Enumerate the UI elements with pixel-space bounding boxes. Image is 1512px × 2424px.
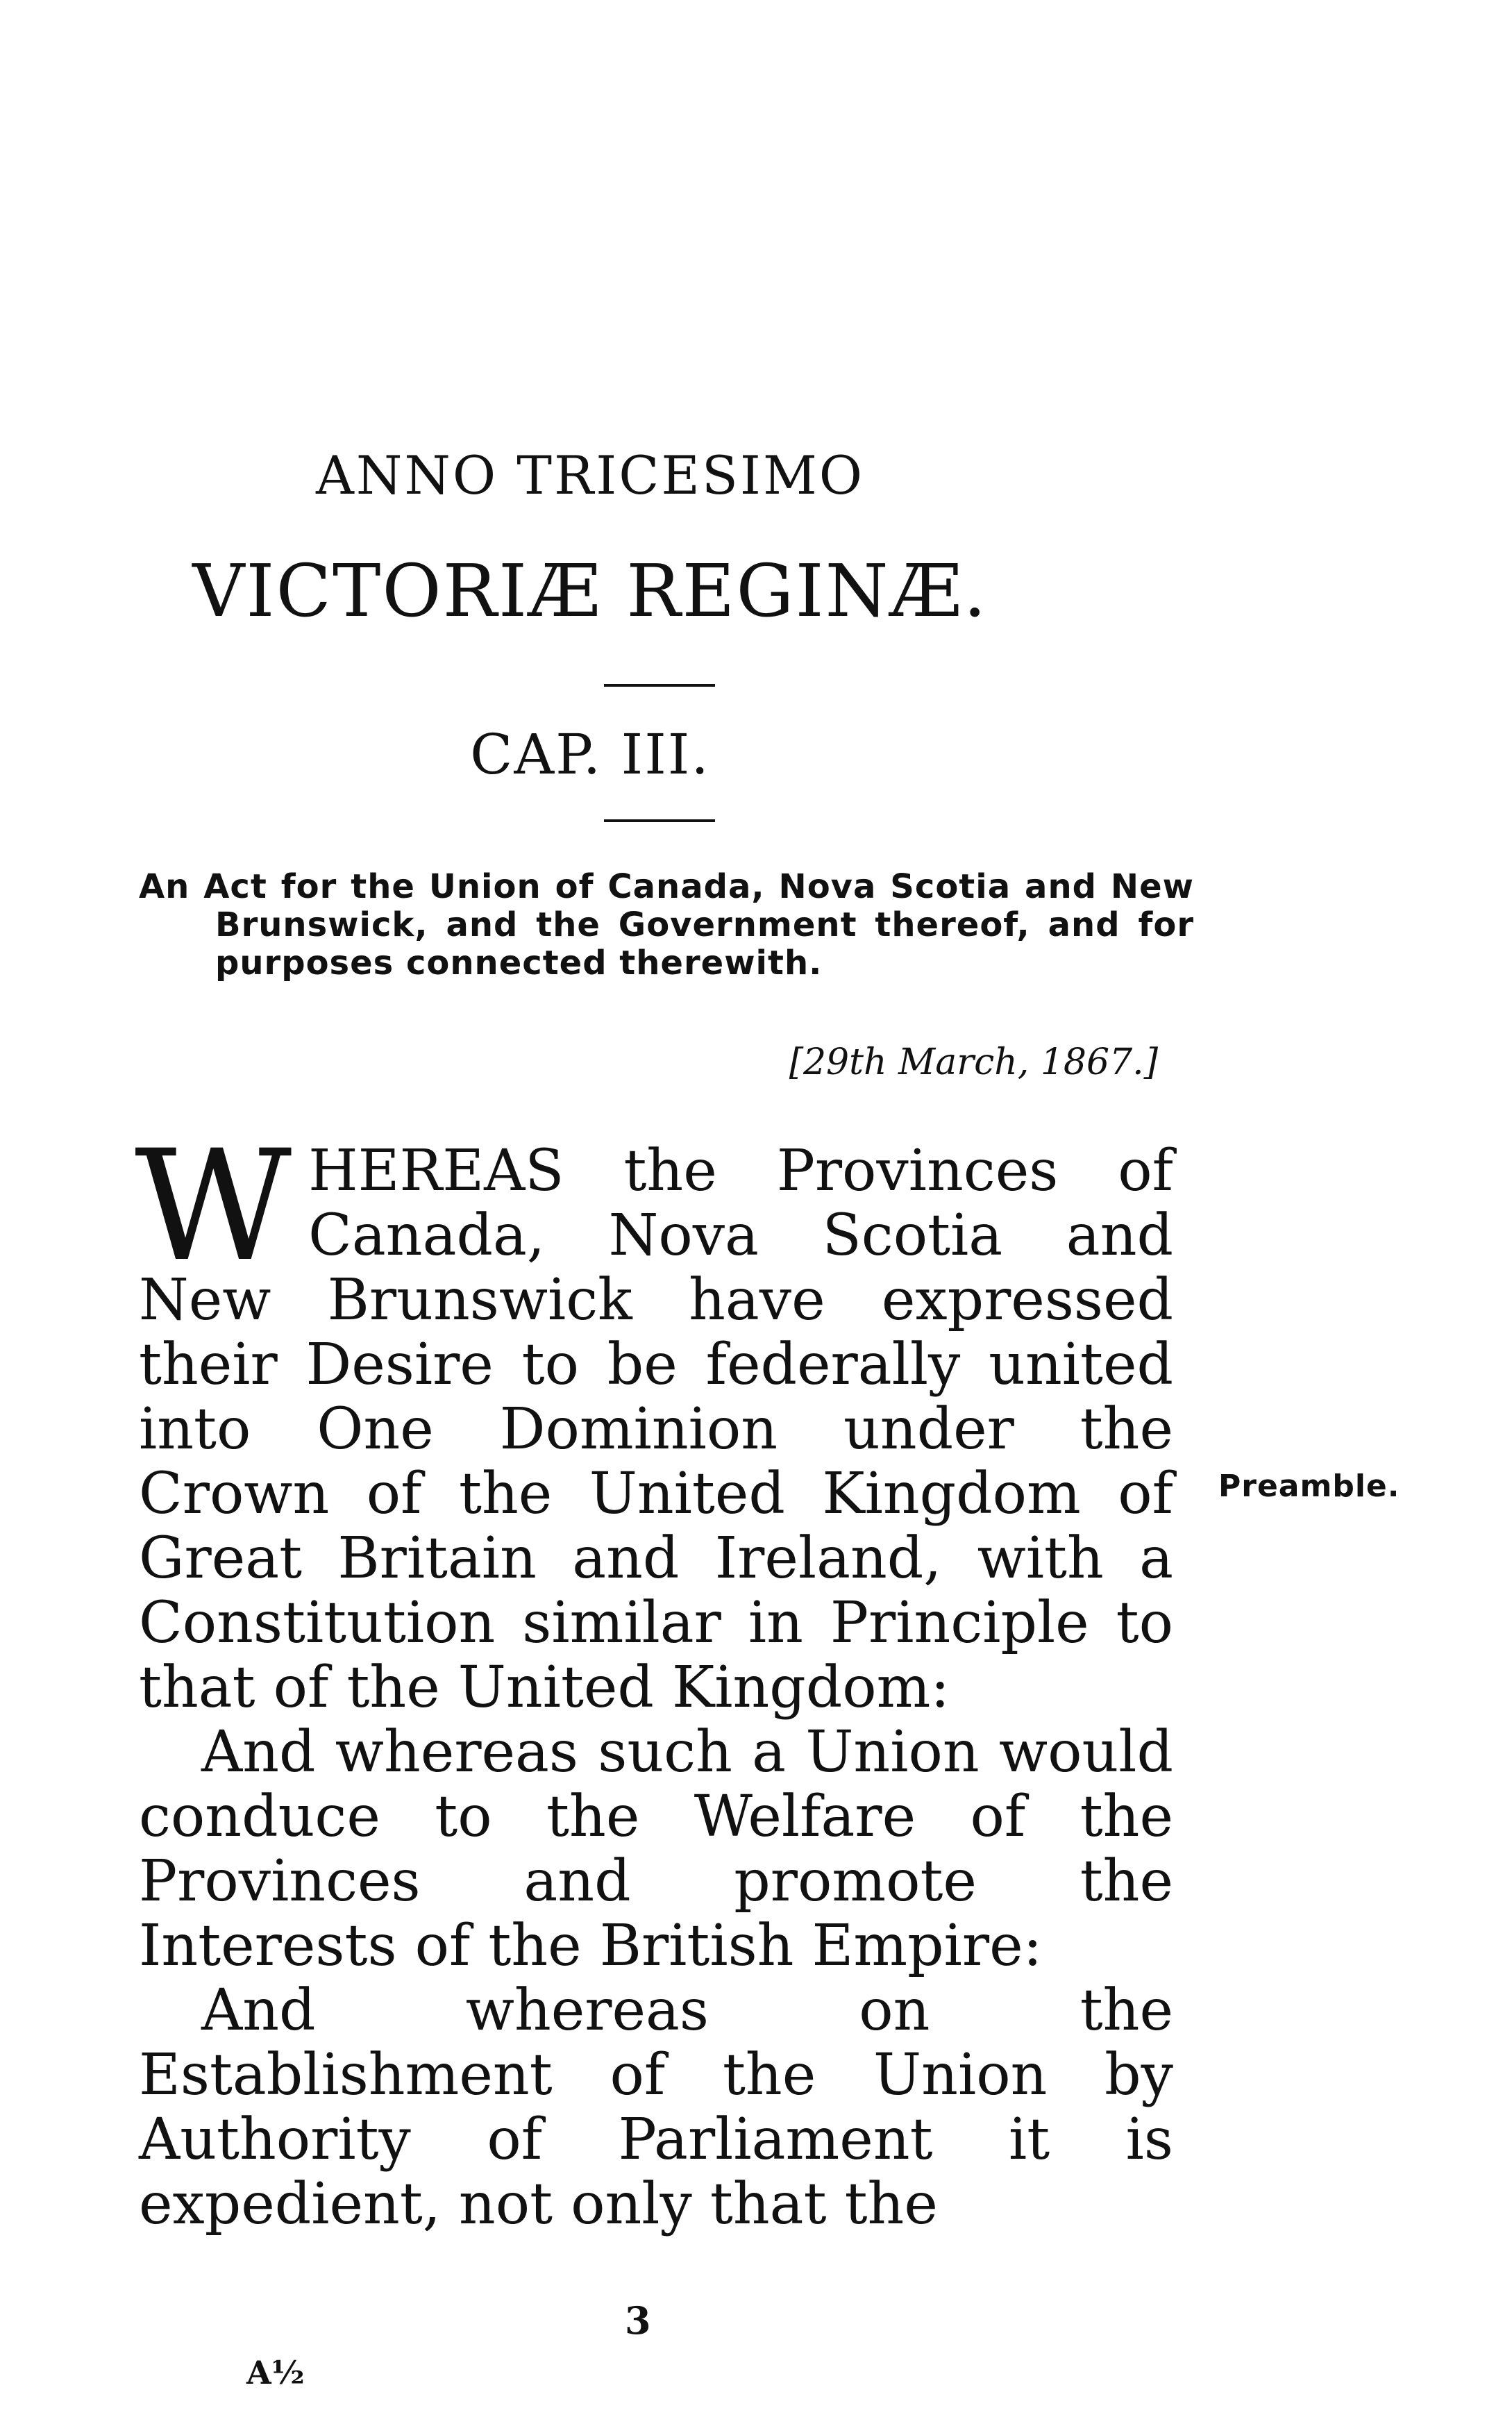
preamble-text (135, 1117, 1173, 2237)
preamble-paragraph: And whereas on the Establishment of the Union by Authority of Parliament it is expedient, not only that the (139, 1978, 1173, 2237)
margin-note: Preamble. (1218, 1469, 1400, 1504)
drop-cap: W (135, 1117, 292, 1295)
divider-rule (604, 819, 715, 822)
preamble-paragraph: And whereas such a Union would conduce to the Welfare of the Provinces and promote the Interests of the British Empire: (139, 1719, 1173, 1979)
anno-heading: ANNO TRICESIMO (315, 444, 865, 506)
act-date: [29th March, 1867.] (789, 1042, 1158, 1083)
regnal-heading: VICTORIÆ REGINÆ. (192, 549, 988, 633)
signature-mark: A½ (246, 2354, 305, 2391)
preamble-paragraph (135, 1117, 1173, 1721)
paragraph-text: HEREAS the Provinces of Canada, Nova Scotia and New Brunswick have expressed their Desire to be federally united into One Dominion under the Crown of the United Kingdom of Great Britain and Ireland, with a Constitution similar in Principle to that of the United Kingdom: (139, 1138, 1173, 1721)
act-title: An Act for the Union of Canada, Nova Scotia and New Brunswick, and the Government thereof, and for purposes connected therewith. (139, 867, 1194, 983)
divider-rule (604, 684, 715, 687)
page-number: 3 (625, 2298, 651, 2343)
chapter-heading: CAP. III. (470, 722, 710, 787)
